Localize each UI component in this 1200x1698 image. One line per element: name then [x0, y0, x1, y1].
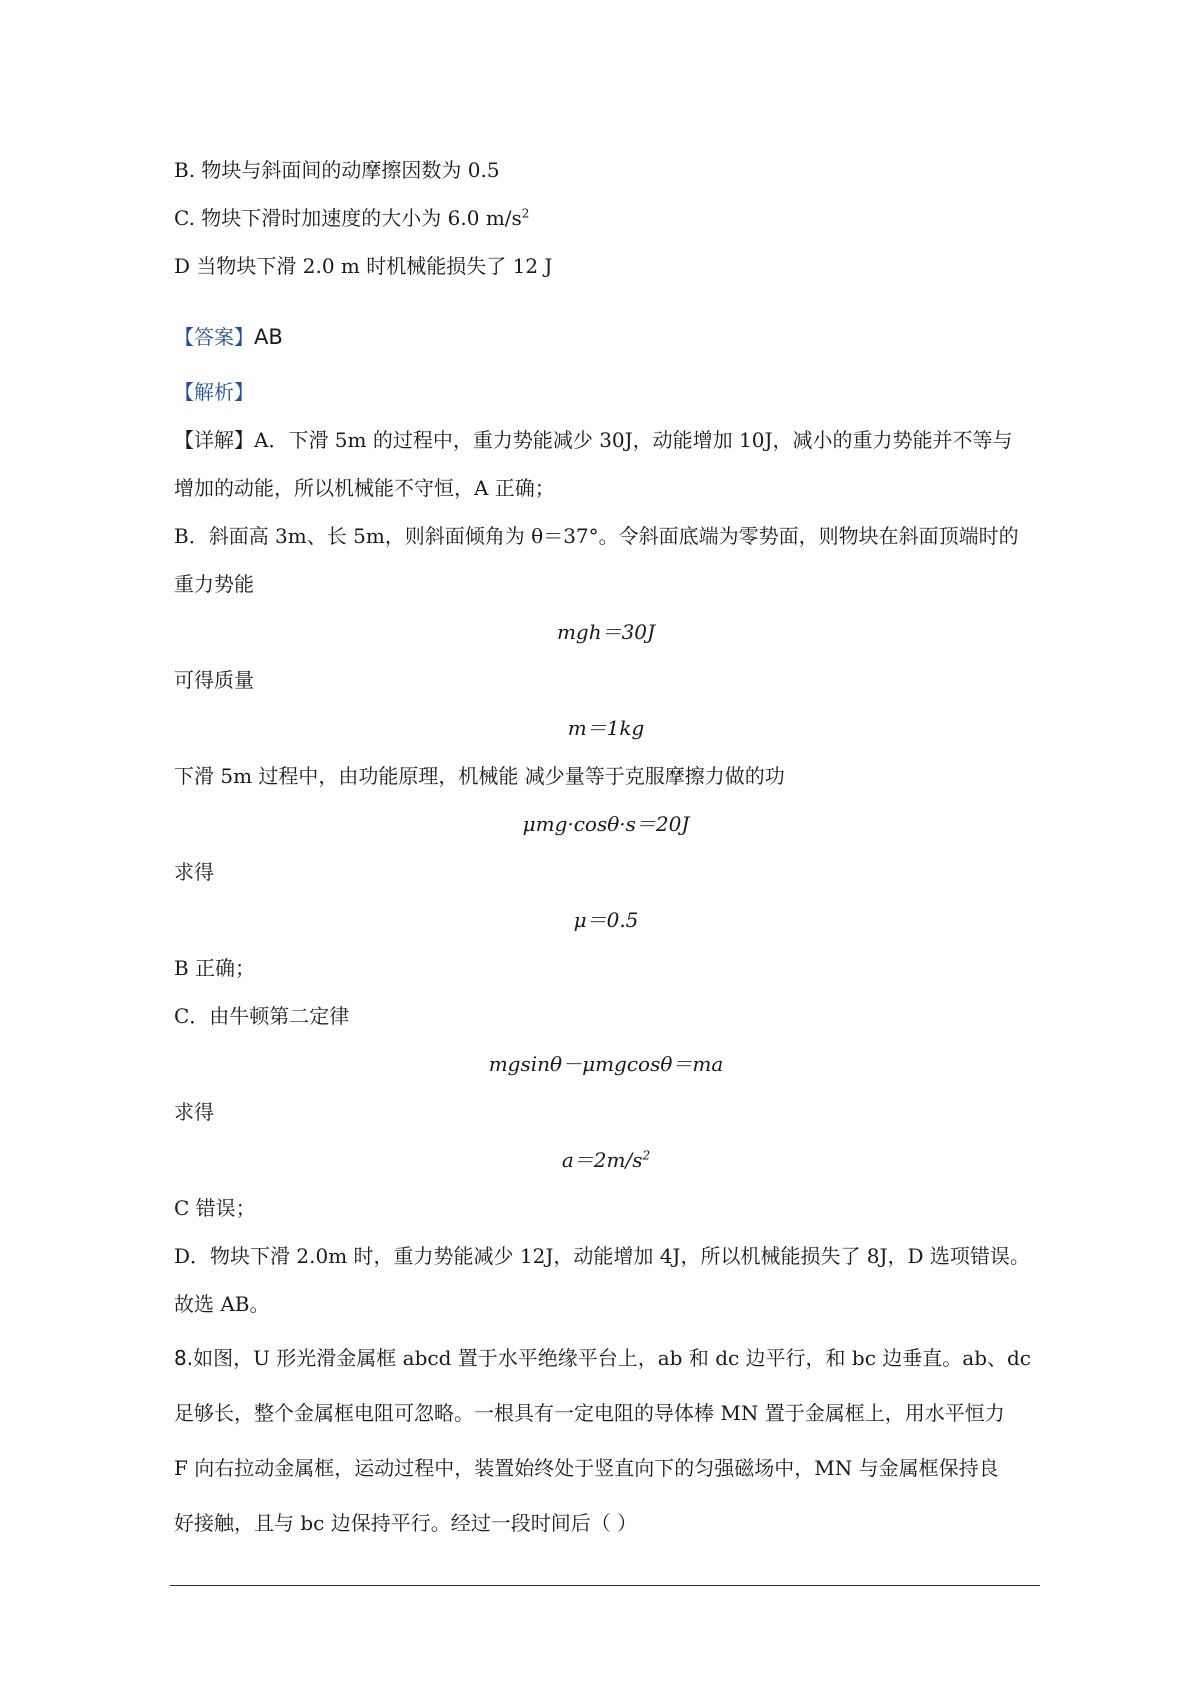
answer-label: 【答案】 — [174, 325, 254, 349]
option-c-text: C. 物块下滑时加速度的大小为 6.0 m/s — [174, 206, 522, 230]
equation-5: mgsinθ－μmgcosθ＝ma — [488, 1052, 724, 1076]
detail-line-6: 下滑 5m 过程中，由功能原理，机械能 减少量等于克服摩擦力做的功 — [174, 764, 785, 788]
question-8-line-4: 好接触，且与 bc 边保持平行。经过一段时间后（ ） — [174, 1511, 638, 1535]
detail-line-4: 重力势能 — [174, 572, 254, 596]
detail-line-13: 故选 AB。 — [174, 1292, 270, 1316]
analysis-label-text: 【解析】 — [174, 380, 254, 404]
option-c-superscript: 2 — [521, 206, 530, 221]
answer-line — [174, 323, 283, 351]
question-8-line-2: 足够长，整个金属框电阻可忽略。一根具有一定电阻的导体棒 MN 置于金属框上，用水平恒力 — [174, 1401, 1005, 1425]
detail-line-9: C．由牛顿第二定律 — [174, 1004, 350, 1028]
equation-2: m＝1kg — [567, 716, 645, 740]
detail-line-7: 求得 — [174, 860, 214, 884]
detail-line-10: 求得 — [174, 1100, 214, 1124]
detail-line-1-text: A．下滑 5m 的过程中，重力势能减少 30J，动能增加 10J，减小的重力势能并不等与 — [254, 428, 1013, 452]
equation-6-superscript: 2 — [642, 1148, 651, 1163]
question-8-line-1-text: 如图，U 形光滑金属框 abcd 置于水平绝缘平台上，ab 和 dc 边平行，和 bc 边垂直。ab、dc — [193, 1346, 1032, 1370]
detail-line-2: 增加的动能，所以机械能不守恒，A 正确； — [174, 476, 555, 500]
question-8-line-3: F 向右拉动金属框，运动过程中，装置始终处于竖直向下的匀强磁场中，MN 与金属框保持良 — [174, 1456, 999, 1480]
equation-1: mgh＝30J — [556, 620, 656, 644]
option-d: D 当物块下滑 2.0 m 时机械能损失了 12 J — [174, 254, 553, 278]
equation-3: μmg·cosθ·s＝20J — [522, 812, 690, 836]
option-c — [174, 204, 529, 232]
detail-line-11: C 错误； — [174, 1196, 256, 1220]
equation-6-text: a＝2m/s — [561, 1148, 643, 1172]
equation-4: μ＝0.5 — [573, 908, 639, 932]
footer-rule — [170, 1585, 1040, 1586]
detail-line-8: B 正确； — [174, 956, 256, 980]
detail-label: 【详解】 — [174, 428, 254, 452]
answer-value: AB — [254, 325, 283, 349]
detail-line-3: B．斜面高 3m、长 5m，则斜面倾角为 θ＝37°。令斜面底端为零势面，则物块在斜面顶端时的 — [174, 524, 1019, 548]
analysis-label — [174, 378, 254, 406]
question-8-line-1 — [174, 1344, 1031, 1372]
option-b: B. 物块与斜面间的动摩擦因数为 0.5 — [174, 158, 500, 182]
detail-line-12: D．物块下滑 2.0m 时，重力势能减少 12J，动能增加 4J，所以机械能损失了 8J，D 选项错误。 — [174, 1244, 1030, 1268]
equation-6 — [174, 1146, 1038, 1174]
question-number: 8. — [174, 1346, 194, 1370]
detail-line-1 — [174, 426, 1013, 454]
detail-line-5: 可得质量 — [174, 668, 254, 692]
